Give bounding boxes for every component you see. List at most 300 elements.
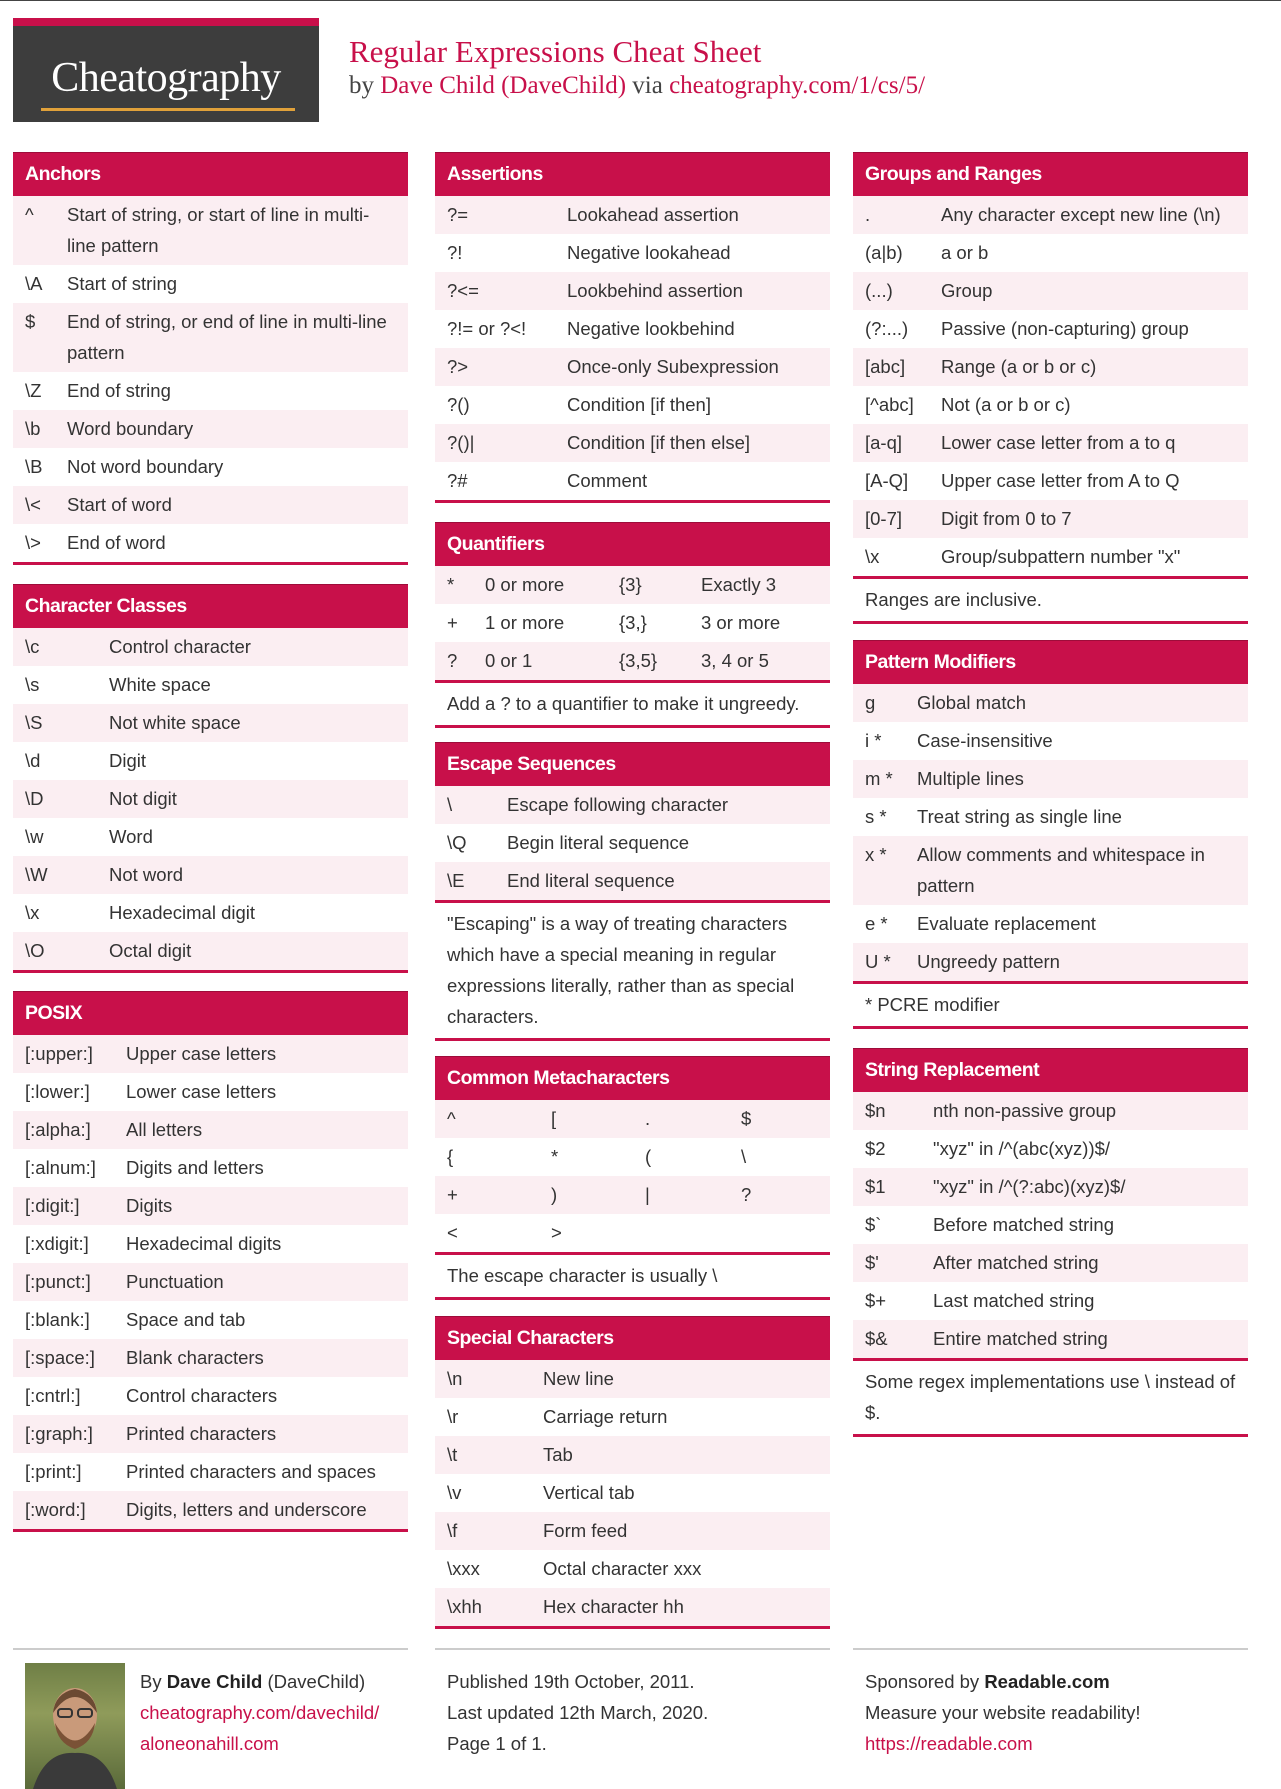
section-title: POSIX: [13, 991, 408, 1035]
table-row: [853, 798, 1248, 836]
description: Allow comments and whitespace in pattern: [917, 844, 1205, 896]
description: Not word: [109, 864, 184, 885]
table-row: [435, 1360, 830, 1398]
description: Space and tab: [126, 1309, 246, 1330]
description: End of string: [67, 380, 171, 401]
author-photo-icon: [25, 1663, 125, 1789]
table-row: [13, 1301, 408, 1339]
token: ?(): [447, 394, 470, 415]
description: Negative lookahead: [567, 242, 731, 263]
table-row: [435, 1214, 830, 1252]
table-row: [435, 1176, 830, 1214]
page-title: Regular Expressions Cheat Sheet: [349, 34, 762, 69]
table-row: [13, 818, 408, 856]
table-row: [853, 684, 1248, 722]
description: Upper case letter from A to Q: [941, 470, 1180, 491]
token: \w: [25, 826, 44, 847]
table-row: [435, 234, 830, 272]
description: White space: [109, 674, 211, 695]
table-row: [853, 760, 1248, 798]
footer-divider: [13, 1648, 408, 1650]
token: s *: [865, 806, 887, 827]
token: (a|b): [865, 242, 903, 263]
token: {3,}: [619, 612, 647, 633]
string-replacement-rows: [853, 1092, 1248, 1358]
description: Start of word: [67, 494, 172, 515]
token: .: [645, 1108, 651, 1129]
description: Entire matched string: [933, 1328, 1108, 1349]
section-title: Quantifiers: [435, 522, 830, 566]
description: All letters: [126, 1119, 203, 1140]
section-note: Ranges are inclusive.: [853, 576, 1248, 621]
token: [:alnum:]: [25, 1157, 96, 1178]
token: ?!: [447, 242, 463, 263]
description: Group: [941, 280, 993, 301]
escape-sequences-section: [435, 742, 830, 1041]
byline-via: via: [632, 72, 663, 99]
byline-by: by: [349, 72, 374, 99]
description: Digit: [109, 750, 147, 771]
token: \x: [865, 546, 880, 567]
table-row: [853, 424, 1248, 462]
table-row: [435, 348, 830, 386]
token: \r: [447, 1406, 459, 1427]
description: Range (a or b or c): [941, 356, 1097, 377]
table-row: [13, 448, 408, 486]
description: Multiple lines: [917, 768, 1024, 789]
description: Lookbehind assertion: [567, 280, 743, 301]
token: ?()|: [447, 432, 475, 453]
footer-author-line: [140, 1666, 379, 1697]
token: \xhh: [447, 1596, 482, 1617]
description: Blank characters: [126, 1347, 264, 1368]
description: Not digit: [109, 788, 177, 809]
assertions-section: [435, 152, 830, 503]
sponsor-line: [865, 1666, 1141, 1697]
table-row: [13, 1225, 408, 1263]
footer-divider: [853, 1648, 1248, 1650]
description: Tab: [543, 1444, 573, 1465]
token: \E: [447, 870, 465, 891]
token: \t: [447, 1444, 458, 1465]
table-row: [13, 1491, 408, 1529]
table-row: [435, 566, 830, 604]
table-row: [13, 780, 408, 818]
description: nth non-passive group: [933, 1100, 1117, 1121]
character-classes-section: [13, 584, 408, 973]
token: <: [447, 1222, 458, 1243]
description: Upper case letters: [126, 1043, 277, 1064]
token: [:punct:]: [25, 1271, 91, 1292]
token: {: [447, 1146, 454, 1167]
description: After matched string: [933, 1252, 1099, 1273]
token: \x: [25, 902, 40, 923]
table-row: [13, 265, 408, 303]
table-row: [435, 1550, 830, 1588]
token: $+: [865, 1290, 887, 1311]
section-title: Groups and Ranges: [853, 152, 1248, 196]
published-date: Published 19th October, 2011.: [447, 1671, 695, 1692]
description: Treat string as single line: [917, 806, 1122, 827]
metacharacters-rows: [435, 1100, 830, 1252]
description: a or b: [941, 242, 989, 263]
anchors-section: [13, 152, 408, 565]
token: \v: [447, 1482, 462, 1503]
author-site-link[interactable]: aloneonahill.com: [140, 1733, 279, 1754]
description: End of string, or end of line in multi-line pattern: [67, 311, 387, 363]
description: Last matched string: [933, 1290, 1095, 1311]
description: Once-only Subexpression: [567, 356, 779, 377]
token: {3,5}: [619, 650, 658, 671]
token: $&: [865, 1328, 888, 1349]
token: \>: [25, 532, 41, 553]
table-row: [435, 1100, 830, 1138]
description: 0 or 1: [485, 650, 533, 671]
table-row: [13, 1111, 408, 1149]
description: Carriage return: [543, 1406, 668, 1427]
description: 1 or more: [485, 612, 565, 633]
special-characters-rows: [435, 1360, 830, 1626]
table-row: [13, 524, 408, 562]
table-row: [13, 1339, 408, 1377]
description: Comment: [567, 470, 648, 491]
token: $`: [865, 1214, 882, 1235]
token: \c: [25, 636, 40, 657]
token: $1: [865, 1176, 886, 1197]
section-title: String Replacement: [853, 1048, 1248, 1092]
footer-author-name: Dave Child: [166, 1671, 263, 1692]
table-row: [853, 272, 1248, 310]
description: Printed characters and spaces: [126, 1461, 376, 1482]
description: Not word boundary: [67, 456, 224, 477]
token: [:xdigit:]: [25, 1233, 89, 1254]
token: *: [551, 1146, 559, 1167]
token: x *: [865, 844, 887, 865]
table-row: [853, 905, 1248, 943]
description: Lower case letter from a to q: [941, 432, 1176, 453]
sponsor-name: Readable.com: [984, 1671, 1110, 1692]
table-row: [853, 943, 1248, 981]
token: ?=: [447, 204, 469, 225]
token: \<: [25, 494, 41, 515]
section-title: Special Characters: [435, 1316, 830, 1360]
table-row: [435, 462, 830, 500]
posix-section: [13, 991, 408, 1532]
escape-sequences-rows: [435, 786, 830, 900]
token: \A: [25, 273, 43, 294]
table-row: [853, 1244, 1248, 1282]
description: Lower case letters: [126, 1081, 277, 1102]
token: $n: [865, 1100, 886, 1121]
token: \W: [25, 864, 48, 885]
description: Printed characters: [126, 1423, 277, 1444]
table-row: [853, 386, 1248, 424]
token: $2: [865, 1138, 886, 1159]
description: Evaluate replacement: [917, 913, 1096, 934]
description: Lookahead assertion: [567, 204, 739, 225]
string-replacement-section: [853, 1048, 1248, 1437]
table-row: [853, 538, 1248, 576]
footer-author: [140, 1666, 379, 1759]
token: *: [447, 574, 455, 595]
quantifiers-section: [435, 522, 830, 728]
token: |: [645, 1184, 650, 1205]
table-row: [13, 410, 408, 448]
section-note: Some regex implementations use \ instead of $.: [853, 1358, 1248, 1434]
table-row: [853, 310, 1248, 348]
anchors-rows: [13, 196, 408, 562]
table-row: [853, 836, 1248, 905]
token: \: [447, 794, 453, 815]
logo-wordmark: Cheatography: [51, 55, 281, 101]
token: \xxx: [447, 1558, 480, 1579]
token: \S: [25, 712, 43, 733]
description: Condition [if then]: [567, 394, 711, 415]
sponsor-tagline: Measure your website readability!: [865, 1702, 1141, 1723]
table-row: [853, 1206, 1248, 1244]
description: Digits: [126, 1195, 173, 1216]
description: Before matched string: [933, 1214, 1114, 1235]
token: i *: [865, 730, 882, 751]
token: ?: [447, 650, 458, 671]
description: Digit from 0 to 7: [941, 508, 1072, 529]
token: ?>: [447, 356, 469, 377]
description: Exactly 3: [701, 574, 777, 595]
token: ?: [741, 1184, 752, 1205]
table-row: [13, 1377, 408, 1415]
description: 3, 4 or 5: [701, 650, 769, 671]
footer-by: By: [140, 1671, 162, 1692]
section-title: Assertions: [435, 152, 830, 196]
token: {3}: [619, 574, 642, 595]
description: End literal sequence: [507, 870, 675, 891]
table-row: [853, 1320, 1248, 1358]
description: Control character: [109, 636, 251, 657]
logo-underline: [41, 108, 295, 111]
description: Hexadecimal digits: [126, 1233, 282, 1254]
token: \Q: [447, 832, 467, 853]
sheet-url-link[interactable]: cheatography.com/1/cs/5/: [669, 72, 926, 99]
description: Hex character hh: [543, 1596, 684, 1617]
token: [:upper:]: [25, 1043, 93, 1064]
table-row: [13, 1187, 408, 1225]
table-row: [435, 786, 830, 824]
table-row: [435, 1436, 830, 1474]
table-row: [13, 666, 408, 704]
section-note: "Escaping" is a way of treating characters which have a special meaning in regular expressions literally, rather than as special characters.: [435, 900, 830, 1038]
table-row: [13, 1073, 408, 1111]
table-row: [435, 386, 830, 424]
table-row: [13, 1415, 408, 1453]
cheatography-logo[interactable]: [13, 18, 319, 122]
table-row: [435, 642, 830, 680]
table-row: [435, 272, 830, 310]
token: [:alpha:]: [25, 1119, 91, 1140]
table-row: [13, 932, 408, 970]
token: \d: [25, 750, 41, 771]
table-row: [853, 1092, 1248, 1130]
pattern-modifiers-section: [853, 640, 1248, 1029]
pattern-modifiers-rows: [853, 684, 1248, 981]
special-characters-section: [435, 1316, 830, 1629]
table-row: [853, 1130, 1248, 1168]
token: [:word:]: [25, 1499, 86, 1520]
table-row: [853, 462, 1248, 500]
token: [0-7]: [865, 508, 903, 529]
token: ^: [447, 1108, 456, 1129]
token: $': [865, 1252, 879, 1273]
groups-ranges-rows: [853, 196, 1248, 576]
description: 3 or more: [701, 612, 781, 633]
description: Octal character xxx: [543, 1558, 702, 1579]
token: ?<=: [447, 280, 479, 301]
token: [A-Q]: [865, 470, 909, 491]
token: ): [551, 1184, 558, 1205]
token: $: [741, 1108, 752, 1129]
description: New line: [543, 1368, 614, 1389]
table-row: [13, 196, 408, 265]
description: "xyz" in /^(?:abc)(xyz)$/: [933, 1176, 1126, 1197]
token: \n: [447, 1368, 463, 1389]
author-profile-link[interactable]: cheatography.com/davechild/: [140, 1702, 380, 1723]
description: Escape following character: [507, 794, 729, 815]
token: \B: [25, 456, 43, 477]
description: Begin literal sequence: [507, 832, 690, 853]
description: Start of string: [67, 273, 178, 294]
table-row: [853, 500, 1248, 538]
footer-divider: [435, 1648, 830, 1650]
table-row: [435, 1512, 830, 1550]
description: Word: [109, 826, 153, 847]
token: [abc]: [865, 356, 906, 377]
description: Condition [if then else]: [567, 432, 751, 453]
description: Start of string, or start of line in multi-line pattern: [67, 204, 370, 256]
table-row: [13, 303, 408, 372]
section-note: * PCRE modifier: [853, 981, 1248, 1026]
description: End of word: [67, 532, 166, 553]
token: [:space:]: [25, 1347, 95, 1368]
page-number: Page 1 of 1.: [447, 1733, 547, 1754]
description: "xyz" in /^(abc(xyz))$/: [933, 1138, 1111, 1159]
table-row: [13, 704, 408, 742]
description: Not (a or b or c): [941, 394, 1071, 415]
token: $: [25, 311, 36, 332]
table-row: [435, 604, 830, 642]
token: [:lower:]: [25, 1081, 90, 1102]
token: +: [447, 612, 458, 633]
section-title: Character Classes: [13, 584, 408, 628]
token: \Z: [25, 380, 42, 401]
table-row: [853, 722, 1248, 760]
token: (: [645, 1146, 652, 1167]
section-note: The escape character is usually \: [435, 1252, 830, 1297]
token: [: [551, 1108, 557, 1129]
sponsor-link[interactable]: https://readable.com: [865, 1733, 1033, 1754]
token: (...): [865, 280, 893, 301]
table-row: [13, 894, 408, 932]
token: ?!= or ?<!: [447, 318, 527, 339]
footer-publication: [447, 1666, 708, 1759]
table-row: [13, 372, 408, 410]
token: [^abc]: [865, 394, 914, 415]
table-row: [13, 628, 408, 666]
table-row: [13, 486, 408, 524]
description: Negative lookbehind: [567, 318, 735, 339]
table-row: [853, 1168, 1248, 1206]
token: .: [865, 204, 871, 225]
token: e *: [865, 913, 888, 934]
description: Any character except new line (\n): [941, 204, 1221, 225]
token: [a-q]: [865, 432, 903, 453]
section-title: Common Metacharacters: [435, 1056, 830, 1100]
author-link[interactable]: Dave Child (DaveChild): [380, 72, 627, 99]
table-row: [13, 1263, 408, 1301]
token: [:cntrl:]: [25, 1385, 81, 1406]
token: [:print:]: [25, 1461, 82, 1482]
table-row: [13, 1453, 408, 1491]
token: U *: [865, 951, 891, 972]
sponsored-by: Sponsored by: [865, 1671, 980, 1692]
section-title: Pattern Modifiers: [853, 640, 1248, 684]
token: \b: [25, 418, 41, 439]
table-row: [13, 856, 408, 894]
description: 0 or more: [485, 574, 565, 595]
description: Case-insensitive: [917, 730, 1053, 751]
description: Vertical tab: [543, 1482, 635, 1503]
footer-sponsor: [865, 1666, 1141, 1759]
table-row: [853, 234, 1248, 272]
token: ^: [25, 204, 34, 225]
table-row: [435, 1398, 830, 1436]
footer-author-handle: (DaveChild): [267, 1671, 366, 1692]
token: \D: [25, 788, 44, 809]
groups-ranges-section: [853, 152, 1248, 624]
token: g: [865, 692, 876, 713]
description: Digits, letters and underscore: [126, 1499, 367, 1520]
author-avatar: [25, 1663, 125, 1789]
table-row: [435, 1588, 830, 1626]
table-row: [435, 196, 830, 234]
table-row: [435, 824, 830, 862]
description: Group/subpattern number "x": [941, 546, 1181, 567]
token: \f: [447, 1520, 458, 1541]
updated-date: Last updated 12th March, 2020.: [447, 1702, 709, 1723]
byline: [349, 72, 925, 100]
description: Passive (non-capturing) group: [941, 318, 1189, 339]
token: \O: [25, 940, 45, 961]
section-title: Anchors: [13, 152, 408, 196]
token: (?:...): [865, 318, 909, 339]
description: Ungreedy pattern: [917, 951, 1060, 972]
quantifiers-rows: [435, 566, 830, 680]
description: Word boundary: [67, 418, 194, 439]
description: Octal digit: [109, 940, 192, 961]
table-row: [435, 310, 830, 348]
token: ?#: [447, 470, 468, 491]
table-row: [853, 196, 1248, 234]
token: \: [741, 1146, 747, 1167]
description: Control characters: [126, 1385, 278, 1406]
table-row: [435, 424, 830, 462]
description: Form feed: [543, 1520, 628, 1541]
table-row: [435, 1474, 830, 1512]
section-note: Add a ? to a quantifier to make it ungreedy.: [435, 680, 830, 725]
token: >: [551, 1222, 562, 1243]
table-row: [853, 348, 1248, 386]
description: Not white space: [109, 712, 241, 733]
description: Hexadecimal digit: [109, 902, 256, 923]
character-classes-rows: [13, 628, 408, 970]
